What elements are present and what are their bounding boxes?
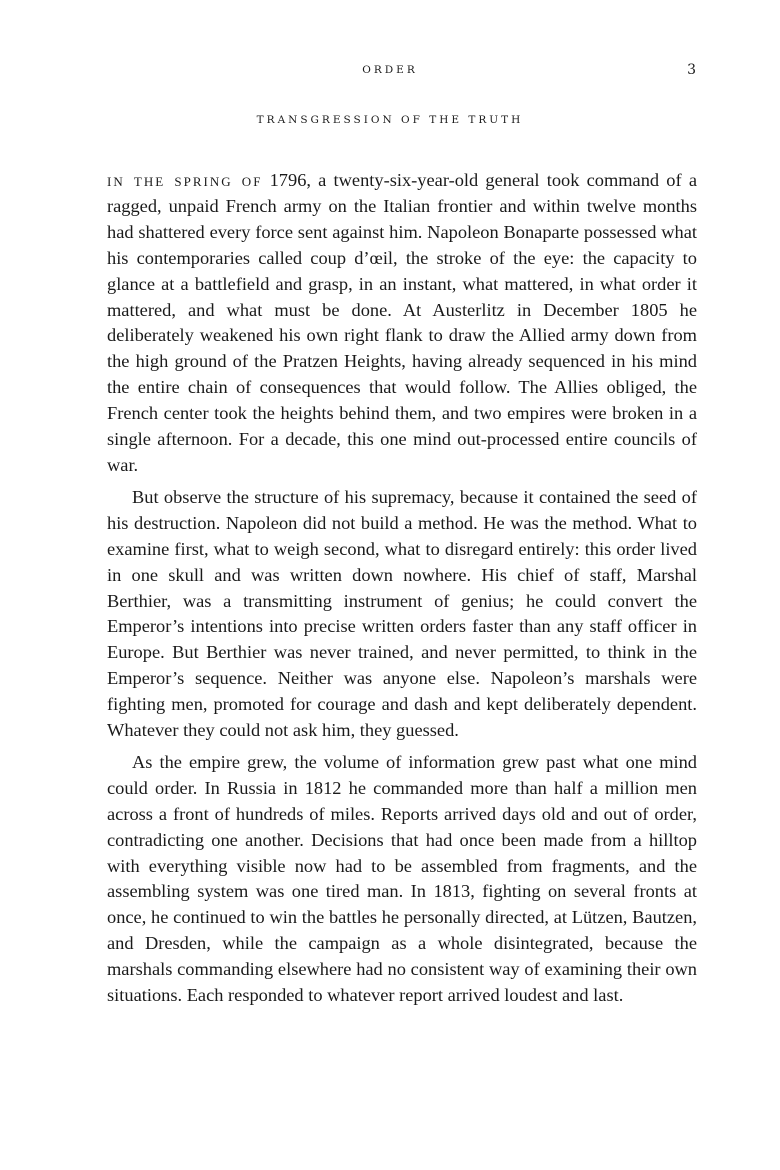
paragraph-1 [107, 168, 697, 479]
paragraph-2: But observe the structure of his supremacy, because it contained the seed of his destruction. Napoleon did not build a method. He was the method. What to examine first, what to weigh second, what to disregard entirely: this order lived in one skull and was written down nowhere. His chief of staff, Marshal Berthier, was a transmitting instrument of genius; he could convert the Emperor’s intentions into precise written orders faster than any staff officer in Europe. But Berthier was never trained, and never permitted, to think in the Emperor’s sequence. Neither was anyone else. Napoleon’s marshals were fighting men, promoted for courage and dash and kept deliberately dependent. Whatever they could not ask him, they guessed. [107, 486, 697, 741]
body-text [107, 168, 697, 1015]
lead-in-smallcaps: in the spring of [107, 170, 263, 190]
running-head [0, 62, 780, 82]
paragraph-1-text: 1796, a twenty-six-year-old general took command of a ragged, unpaid French army on the Italian frontier and within twelve months had shattered every force sent against him. Napoleon Bonaparte possessed what his contemporaries called coup d’œil, the stroke of the eye: the capacity to glance at a battlefield and grasp, in an instant, what mattered, in what order it mattered, and what must be done. At Austerlitz in December 1805 he deliberately weakened his own right flank to draw the Allied army down from the high ground of the Pratzen Heights, having already sequenced in his mind the entire chain of consequences that would follow. The Allies obliged, the French center took the heights behind them, and two empires were broken in a single afternoon. For a decade, this one mind out-processed entire councils of war. [107, 170, 697, 475]
running-title: ORDER [362, 64, 418, 76]
section-heading: TRANSGRESSION OF THE TRUTH [256, 114, 524, 126]
paragraph-3: As the empire grew, the volume of information grew past what one mind could order. In Russia in 1812 he commanded more than half a million men across a front of hundreds of miles. Reports arrived days old and out of order, contradicting one another. Decisions that had once been made from a hilltop with everything visible now had to be assembled from fragments, and the assembling system was one tired man. In 1813, fighting on several fronts at once, he continued to win the battles he personally directed, at Lützen, Bautzen, and Dresden, while the campaign as a whole disintegrated, because the marshals commanding elsewhere had no consistent way of examining their own situations. Each responded to whatever report arrived loudest and last. [107, 751, 697, 1006]
page-number: 3 [687, 62, 696, 78]
